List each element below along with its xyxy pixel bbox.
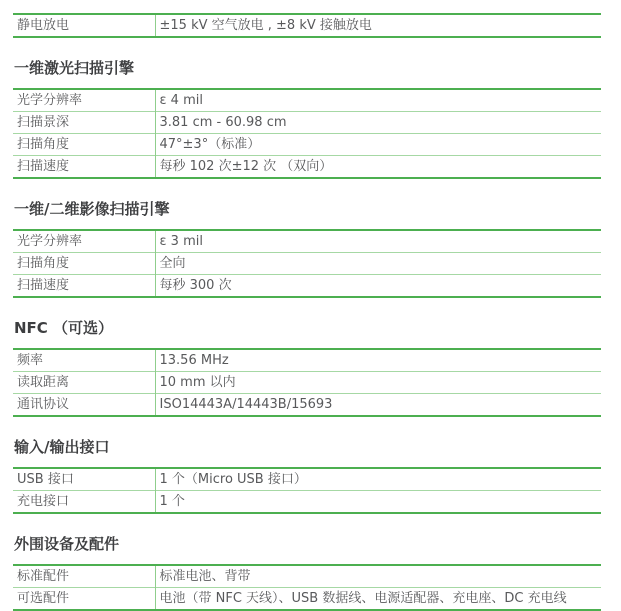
spec-label: 读取距离 <box>13 372 155 394</box>
spec-table <box>13 229 601 298</box>
table-row <box>13 275 601 298</box>
spec-value: 全向 <box>155 253 601 275</box>
table-row <box>13 253 601 275</box>
table-row <box>13 89 601 112</box>
table-row <box>13 134 601 156</box>
spec-section-2d-imager <box>13 200 601 298</box>
spec-label: 扫描速度 <box>13 156 155 179</box>
spec-table <box>13 13 601 38</box>
table-row <box>13 349 601 372</box>
spec-value: ISO14443A/14443B/15693 <box>155 394 601 417</box>
section-title: NFC （可选） <box>14 319 114 337</box>
spec-table <box>13 348 601 417</box>
spec-value: 3.81 cm - 60.98 cm <box>155 112 601 134</box>
spec-value: ±15 kV 空气放电 , ±8 kV 接触放电 <box>159 18 372 33</box>
spec-section-nfc <box>13 319 601 417</box>
table-row <box>13 112 601 134</box>
spec-value: 10 mm 以内 <box>155 372 601 394</box>
table-row <box>13 565 601 588</box>
spec-label: 充电接口 <box>13 491 155 514</box>
spec-value: 47°±3°（标准） <box>155 134 601 156</box>
table-row <box>13 156 601 179</box>
spec-table <box>13 467 601 514</box>
spec-label: 扫描角度 <box>13 253 155 275</box>
spec-value: 每秒 102 次±12 次 （双向） <box>155 156 601 179</box>
table-row <box>13 230 601 253</box>
spec-value: 电池（带 NFC 天线）、USB 数据线、电源适配器、充电座、DC 充电线 <box>155 588 601 611</box>
section-title: 输入/输出接口 <box>14 438 110 456</box>
spec-label: 通讯协议 <box>13 394 155 417</box>
table-row <box>13 14 601 37</box>
spec-section-io <box>13 438 601 514</box>
spec-value: 1 个（Micro USB 接口） <box>159 472 307 487</box>
spec-label: 频率 <box>13 349 155 372</box>
spec-value: 13.56 MHz <box>159 353 229 368</box>
spec-table <box>13 88 601 179</box>
spec-section-accessories <box>13 535 601 611</box>
spec-value: 标准电池、背带 <box>159 569 251 584</box>
spec-label: 扫描角度 <box>13 134 155 156</box>
spec-label: 可选配件 <box>13 588 155 611</box>
spec-value: 1 个 <box>155 491 601 514</box>
spec-section-1d-laser <box>13 59 601 179</box>
table-row <box>13 468 601 491</box>
section-title: 一维/二维影像扫描引擎 <box>14 200 170 218</box>
spec-label: USB 接口 <box>13 468 155 491</box>
spec-label: 静电放电 <box>13 14 155 37</box>
spec-label: 扫描景深 <box>13 112 155 134</box>
spec-value: ε 4 mil <box>159 93 203 108</box>
table-row <box>13 588 601 611</box>
spec-label: 光学分辨率 <box>13 230 155 253</box>
table-row <box>13 372 601 394</box>
spec-value: 每秒 300 次 <box>155 275 601 298</box>
section-title: 一维激光扫描引擎 <box>14 59 135 77</box>
spec-label: 扫描速度 <box>13 275 155 298</box>
spec-value: ε 3 mil <box>159 234 203 249</box>
section-title: 外围设备及配件 <box>14 535 120 553</box>
table-row <box>13 491 601 514</box>
spec-label: 标准配件 <box>13 565 155 588</box>
table-row <box>13 394 601 417</box>
spec-label: 光学分辨率 <box>13 89 155 112</box>
spec-section-esd <box>13 13 601 38</box>
